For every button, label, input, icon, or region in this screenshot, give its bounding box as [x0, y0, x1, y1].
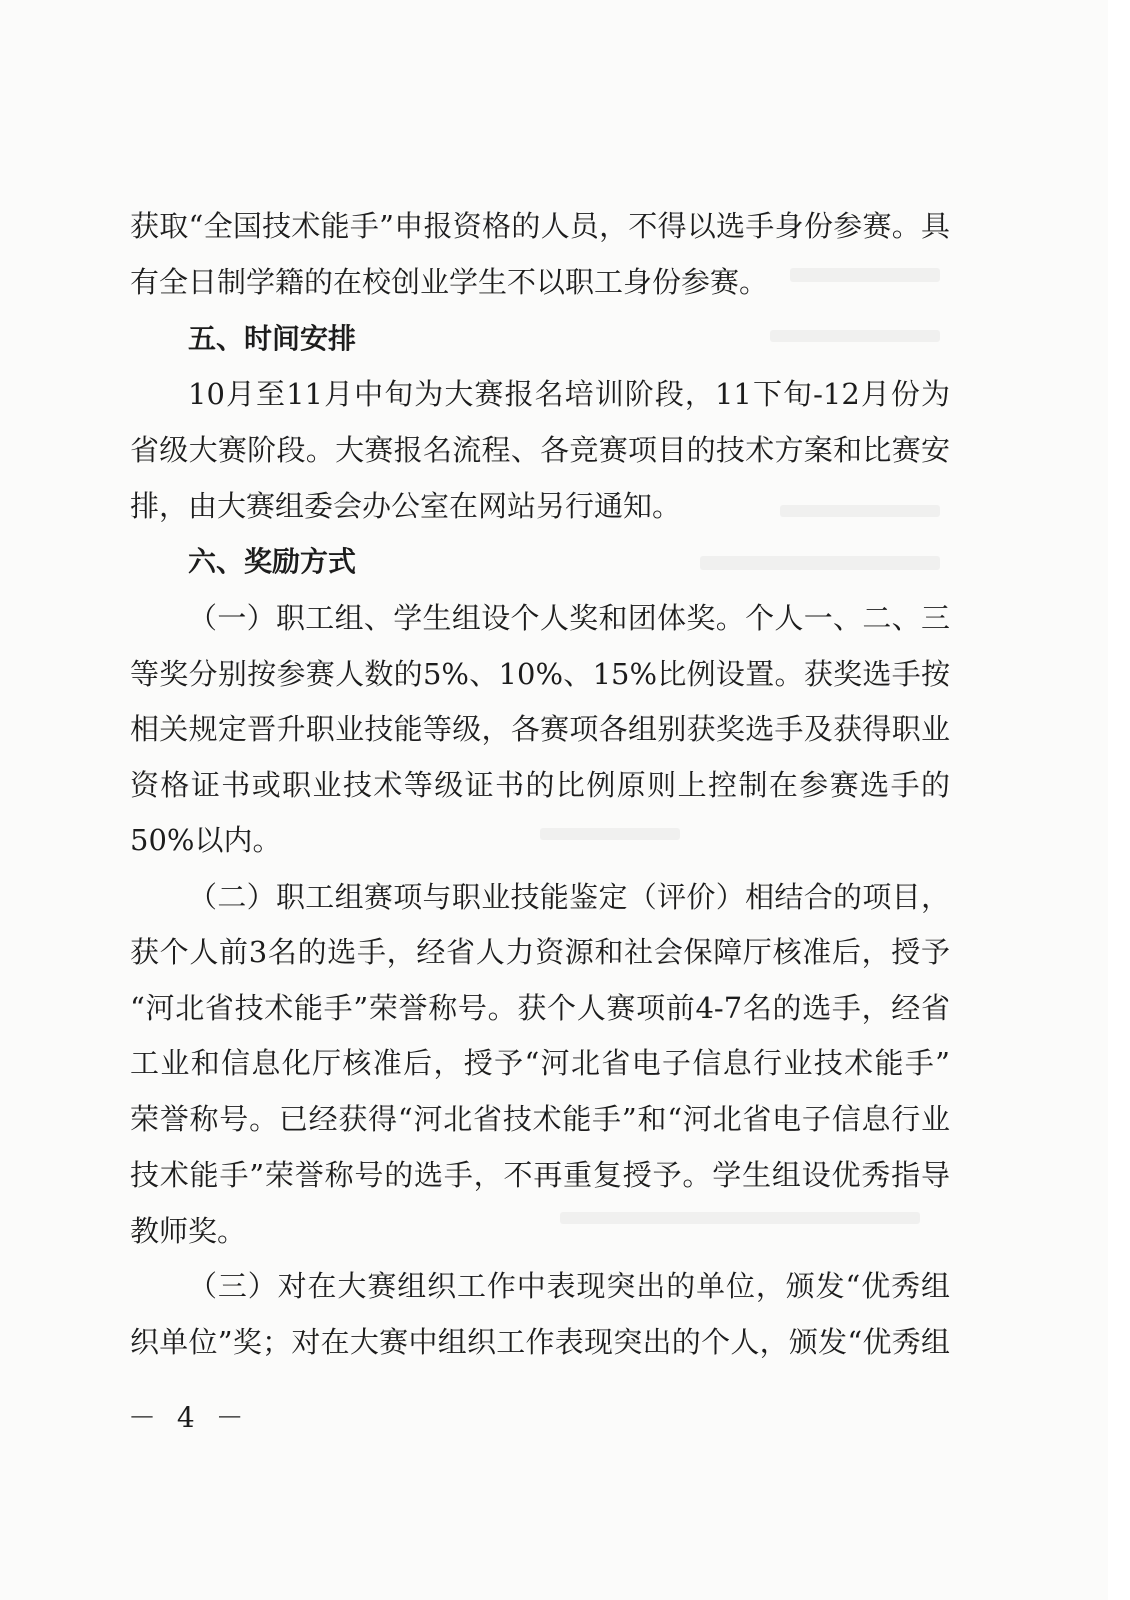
show-through-mark	[770, 330, 940, 342]
section-heading-schedule: 五、时间安排	[188, 322, 357, 355]
body-line: 织单位”奖；对在大赛中组织工作表现突出的个人，颁发“优秀组	[130, 1325, 950, 1359]
body-line: （三）对在大赛组织工作中表现突出的单位，颁发“优秀组	[188, 1269, 950, 1303]
body-line: 荣誉称号。已经获得“河北省技术能手”和“河北省电子信息行业	[130, 1102, 950, 1136]
body-line: 获取“全国技术能手”申报资格的人员，不得以选手身份参赛。具	[130, 209, 950, 243]
body-line: 排，由大赛组委会办公室在网站另行通知。	[130, 489, 682, 523]
body-line: 获个人前3名的选手，经省人力资源和社会保障厅核准后，授予	[130, 935, 950, 969]
body-line: 等奖分别按参赛人数的5%、10%、15%比例设置。获奖选手按	[130, 657, 950, 691]
body-line: 工业和信息化厅核准后，授予“河北省电子信息行业技术能手”	[130, 1046, 950, 1080]
section-heading-awards: 六、奖励方式	[188, 545, 357, 578]
body-line: （二）职工组赛项与职业技能鉴定（评价）相结合的项目，	[188, 880, 950, 914]
body-line: “河北省技术能手”荣誉称号。获个人赛项前4-7名的选手，经省	[130, 991, 950, 1025]
body-line: （一）职工组、学生组设个人奖和团体奖。个人一、二、三	[188, 601, 950, 635]
show-through-mark	[700, 556, 940, 570]
page-number: － 4 －	[128, 1401, 250, 1434]
body-line: 教师奖。	[130, 1214, 247, 1248]
body-line: 50%以内。	[130, 823, 282, 857]
body-line: 资格证书或职业技术等级证书的比例原则上控制在参赛选手的	[130, 768, 950, 802]
body-line: 有全日制学籍的在校创业学生不以职工身份参赛。	[130, 265, 769, 299]
body-line: 相关规定晋升职业技能等级，各赛项各组别获奖选手及获得职业	[130, 712, 950, 746]
body-line: 省级大赛阶段。大赛报名流程、各竞赛项目的技术方案和比赛安	[130, 433, 950, 467]
body-line: 技术能手”荣誉称号的选手，不再重复授予。学生组设优秀指导	[130, 1158, 950, 1192]
scan-edge	[1108, 0, 1130, 1600]
body-line: 10月至11月中旬为大赛报名培训阶段，11下旬-12月份为	[188, 377, 950, 411]
